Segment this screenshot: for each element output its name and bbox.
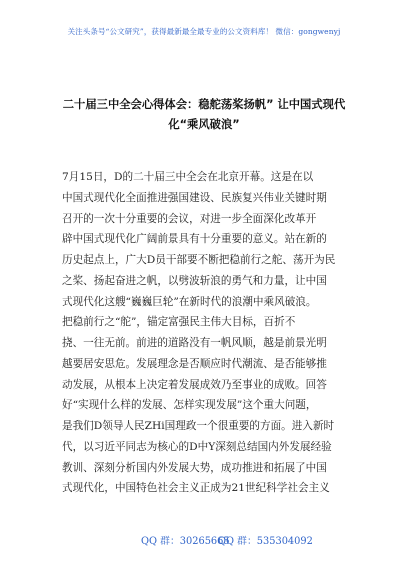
body-line: 是我们D领导人民ZHi国理政一个很重要的方面。进入新时 bbox=[62, 420, 335, 432]
document-body bbox=[62, 167, 352, 499]
body-line: 动发展，从根本上决定着发展成效乃至事业的成败。回答 bbox=[62, 378, 327, 391]
qq-group-1: QQ 群：30265665 bbox=[141, 536, 230, 547]
document-title-line1: 二十届三中全会心得体会：稳舵荡桨扬帆” 让中国式现代 bbox=[62, 98, 346, 111]
body-line: 历史起点上，广大D员干部要不断把稳前行之舵、荡开为民 bbox=[62, 254, 336, 266]
promo-header: 关注头条号“公文研究”，获得最新最全最专业的公文资料库！ 微信：gongwenyj bbox=[67, 27, 341, 36]
body-line: 把稳前行之“舵”，锚定富强民主伟大目标，百折不 bbox=[62, 316, 296, 329]
document-title-line2: 化“乘风破浪” bbox=[168, 118, 240, 131]
body-line: 之桨、扬起奋进之帆，以劈波斩浪的勇气和力量，让中国 bbox=[62, 274, 327, 287]
body-line: 教训、深刻分析国内外发展大势，成功推进和拓展了中国 bbox=[62, 461, 327, 474]
body-line: 式现代化，中国特色社会主义正成为21世纪科学社会主义 bbox=[62, 482, 330, 495]
qq-group-2: QQ 群：535304092 bbox=[218, 536, 313, 547]
body-line: 召开的一次十分重要的会议，对进一步全面深化改革开 bbox=[62, 212, 317, 225]
body-line: 代，以习近平同志为核心的D中Y深刻总结国内外发展经验 bbox=[62, 440, 332, 453]
body-line: 好“实现什么样的发展、怎样实现发展”这个重大问题， bbox=[62, 399, 317, 412]
body-line: 越要居安思危。发展理念是否顺应时代潮流、是否能够推 bbox=[62, 357, 327, 370]
body-line: 7月15日，D的二十届三中全会在北京开幕。这是在以 bbox=[62, 171, 314, 183]
body-line: 中国式现代化全面推进强国建设、民族复兴伟业关键时期 bbox=[62, 191, 327, 204]
body-line: 挠、一往无前。前进的道路没有一帆风顺，越是前景光明 bbox=[62, 337, 327, 349]
body-line: 辟中国式现代化广阔前景具有十分重要的意义。站在新的 bbox=[62, 233, 327, 246]
body-line: 式现代化这艘“巍巍巨轮”在新时代的浪潮中乘风破浪。 bbox=[62, 295, 317, 308]
